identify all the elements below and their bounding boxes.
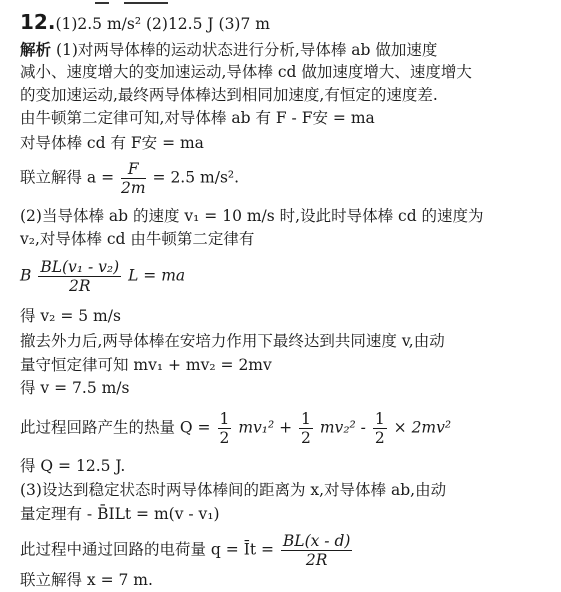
text-line: (1)对两导体棒的运动状态进行分析,导体棒 ab 做加速度 [55, 41, 438, 59]
analysis-line-5 [20, 133, 204, 153]
text-line: 联立解得 x = 7 m. [20, 571, 153, 589]
analysis-line-11 [20, 331, 445, 351]
text-line: 对导体棒 cd 有 F安 = ma [20, 134, 204, 152]
analysis-line-13 [20, 378, 129, 398]
fraction-numerator: BL(v₁ - v₂) [40, 258, 120, 276]
analysis-line-15 [20, 456, 125, 476]
text-line: 联立解得 a = [20, 168, 115, 187]
fraction-denominator: 2 [374, 429, 385, 447]
text-line: 量定理有 - B̄ILt = m(v - v₁) [20, 505, 220, 523]
fraction [38, 258, 121, 295]
text-line: = 2.5 m/s². [152, 168, 240, 187]
analysis-label: 解析 [20, 40, 52, 59]
analysis-line-10 [20, 306, 121, 326]
question-number: 12. [20, 10, 56, 34]
analysis-line-8 [20, 229, 254, 249]
text-line: mv₁² + [238, 418, 293, 437]
fraction-denominator: 2 [219, 429, 230, 447]
equation-heat [20, 410, 451, 447]
fraction-numerator: 1 [219, 410, 230, 428]
analysis-line-16 [20, 480, 446, 500]
analysis-line-2 [20, 62, 472, 82]
fraction [373, 410, 387, 447]
analysis-line-1 [20, 40, 437, 60]
fraction-numerator: 1 [301, 410, 311, 428]
text-line: 撤去外力后,两导体棒在安培力作用下最终达到共同速度 v,由动 [20, 332, 445, 350]
answer-header [20, 12, 270, 34]
analysis-line-12 [20, 355, 272, 375]
fraction [299, 410, 313, 447]
equation-charge [20, 532, 354, 569]
text-line: (2)当导体棒 ab 的速度 v₁ = 10 m/s 时,设此时导体棒 cd 的速度为 [20, 207, 484, 225]
text-line: (3)设达到稳定状态时两导体棒间的距离为 x,对导体棒 ab,由动 [20, 481, 447, 499]
text-line: 的变加速运动,最终两导体棒达到相同加速度,有恒定的速度差. [20, 86, 438, 104]
text-line: 由牛顿第二定律可知,对导体棒 ab 有 F - F安 = ma [20, 109, 375, 127]
text-line: 此过程回路产生的热量 Q = [20, 418, 211, 437]
fraction-numerator: 1 [374, 410, 385, 428]
text-line: 此过程中通过回路的电荷量 q = Īt = [20, 540, 274, 559]
cropped-previous-line [0, 0, 561, 6]
analysis-line-3 [20, 85, 438, 105]
fraction [281, 532, 353, 569]
fraction-denominator: 2 [301, 429, 311, 447]
text-line: 得 v = 7.5 m/s [20, 379, 130, 397]
text-line: 减小、速度增大的变加速运动,导体棒 cd 做加速度增大、速度增大 [20, 63, 472, 81]
text-line: v₂,对导体棒 cd 由牛顿第二定律有 [20, 230, 255, 248]
equation-newton-cd [20, 258, 185, 295]
fraction-numerator: F [121, 160, 146, 179]
fraction-numerator: BL(x - d) [282, 532, 351, 550]
fraction-denominator: 2R [305, 551, 328, 569]
analysis-line-4 [20, 108, 375, 128]
analysis-line-17 [20, 504, 220, 524]
analysis-line-7 [20, 206, 484, 226]
fraction-denominator: 2R [68, 277, 91, 295]
text-line: 得 Q = 12.5 J. [20, 457, 126, 475]
equation-acceleration [20, 160, 239, 197]
text-line: mv₂² - [319, 418, 366, 437]
fraction-denominator: 2m [121, 179, 146, 197]
text-line: 量守恒定律可知 mv₁ + mv₂ = 2mv [20, 356, 272, 374]
fraction [121, 160, 146, 197]
text-line: L = ma [128, 266, 186, 285]
fraction [218, 410, 232, 447]
text-line: B [20, 266, 32, 285]
analysis-line-19 [20, 570, 153, 590]
text-line: × 2mv² [393, 418, 452, 437]
answer-summary: (1)2.5 m/s² (2)12.5 J (3)7 m [55, 15, 270, 33]
text-line: 得 v₂ = 5 m/s [20, 307, 121, 325]
